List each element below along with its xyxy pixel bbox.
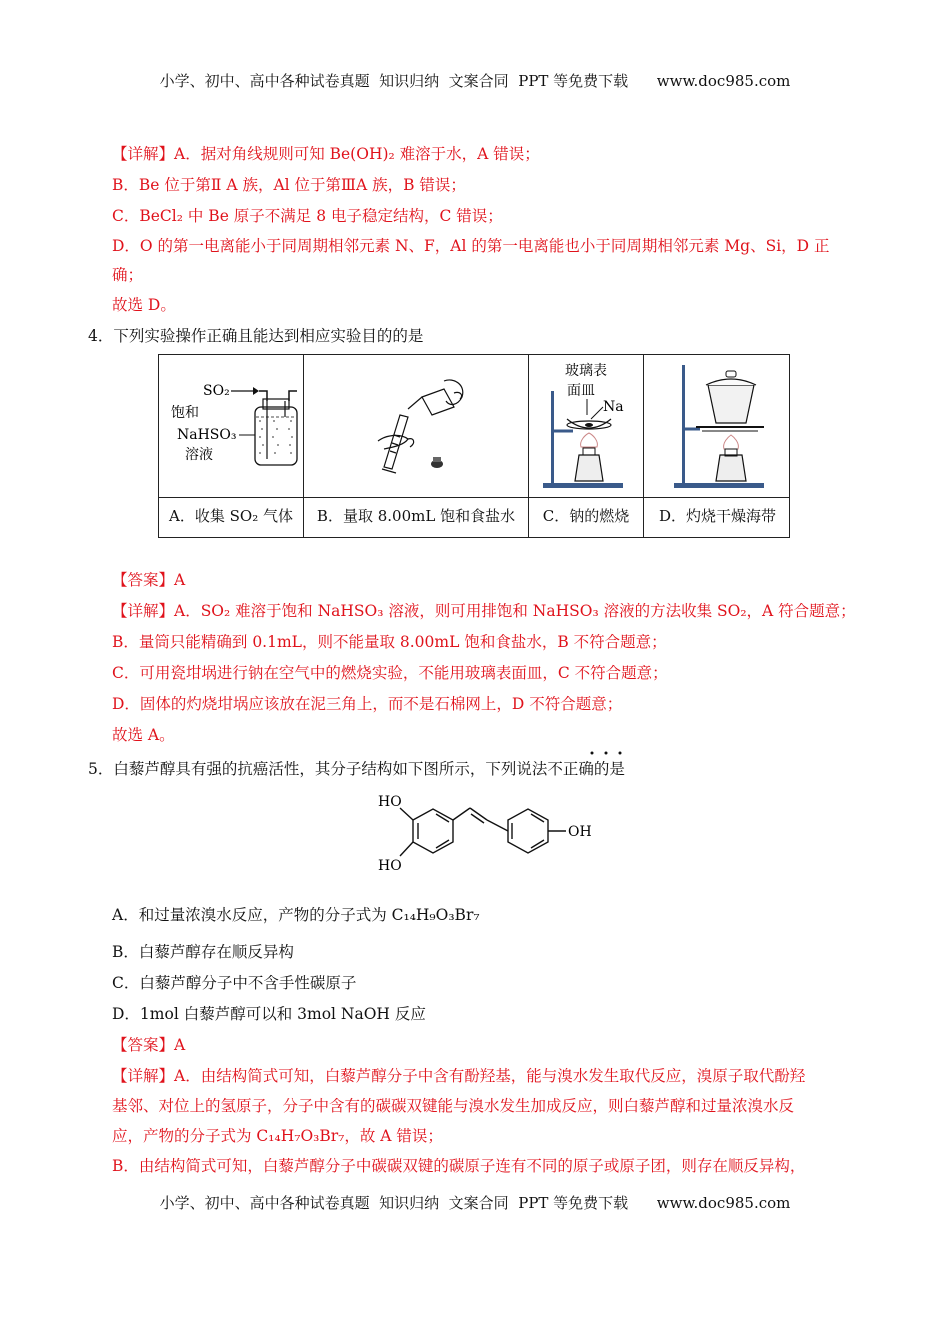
caption-d: D．灼烧干燥海带 bbox=[658, 507, 777, 525]
crucible-heating-figure bbox=[644, 355, 791, 497]
figure-cell-c bbox=[529, 355, 644, 537]
q5-stem: 5．白藜芦醇具有强的抗癌活性，其分子结构如下图所示，下列说法不正确的是 bbox=[88, 760, 625, 778]
liquid-label-3: 溶液 bbox=[185, 447, 213, 463]
q5-answer: 【答案】A bbox=[112, 1036, 186, 1054]
q4-detail-c: C．可用瓷坩埚进行钠在空气中的燃烧实验，不能用玻璃表面皿，C 不符合题意； bbox=[112, 664, 668, 682]
q4-stem: 4．下列实验操作正确且能达到相应实验目的的是 bbox=[88, 327, 424, 345]
figure-cell-b bbox=[304, 355, 529, 537]
caption-c: C．钠的燃烧 bbox=[542, 507, 630, 525]
page-footer: 小学、初中、高中各种试卷真题 知识归纳 文案合同 PPT 等免费下载 www.doc985.com bbox=[159, 1194, 791, 1212]
resveratrol-structure bbox=[368, 788, 608, 894]
liquid-label-1: 饱和 bbox=[171, 405, 199, 421]
figure-cell-d bbox=[644, 355, 791, 537]
q4-detail-a: 【详解】A．SO₂ 难溶于饱和 NaHSO₃ 溶液，则可用排饱和 NaHSO₃ 溶液的方法收集 SO₂，A 符合题意； bbox=[112, 602, 856, 620]
sodium-burning-figure bbox=[529, 355, 644, 497]
q4-answer: 【答案】A bbox=[112, 571, 186, 589]
emphasis-dots bbox=[586, 748, 626, 758]
sodium-label: Na bbox=[603, 399, 624, 415]
q5-detail-a-line1: 【详解】A．由结构简式可知，白藜芦醇分子中含有酚羟基，能与溴水发生取代反应，溴原子取代酚羟 bbox=[112, 1067, 806, 1085]
gas-collection-bottle-figure bbox=[159, 355, 304, 497]
figure-cell-a bbox=[159, 355, 304, 537]
q4-figure-table bbox=[158, 354, 790, 538]
q3-detail-d-line1: D．O 的第一电离能小于同周期相邻元素 N、F，Al 的第一电离能也小于同周期相邻元素 Mg、Si，D 正 bbox=[112, 237, 830, 255]
watch-glass-label-1: 玻璃表 bbox=[565, 363, 607, 379]
gas-label: SO₂ bbox=[203, 383, 230, 399]
q4-conclusion: 故选 A。 bbox=[112, 726, 175, 744]
q5-option-b: B．白藜芦醇存在顺反异构 bbox=[112, 943, 294, 961]
q3-detail-b: B．Be 位于第Ⅱ A 族，Al 位于第ⅢA 族，B 错误； bbox=[112, 176, 466, 194]
hydroxyl-right: OH bbox=[568, 824, 592, 840]
q5-detail-b: B．由结构简式可知，白藜芦醇分子中碳碳双键的碳原子连有不同的原子或原子团，则存在顺反异构， bbox=[112, 1157, 806, 1175]
q3-detail-c: C．BeCl₂ 中 Be 原子不满足 8 电子稳定结构，C 错误； bbox=[112, 207, 503, 225]
q5-detail-a-line2: 基邻、对位上的氢原子，分子中含有的碳碳双键能与溴水发生加成反应，则白藜芦醇和过量浓溴水反 bbox=[112, 1097, 795, 1115]
graduated-cylinder-figure bbox=[304, 355, 529, 497]
page-header: 小学、初中、高中各种试卷真题 知识归纳 文案合同 PPT 等免费下载 www.doc985.com bbox=[159, 72, 791, 90]
q5-option-c: C．白藜芦醇分子中不含手性碳原子 bbox=[112, 974, 357, 992]
hydroxyl-top: HO bbox=[378, 794, 402, 810]
liquid-label-2: NaHSO₃ bbox=[177, 427, 237, 443]
q3-detail-d-line2: 确； bbox=[112, 266, 144, 284]
q5-option-a: A．和过量浓溴水反应，产物的分子式为 C₁₄H₉O₃Br₇ bbox=[112, 906, 480, 924]
watch-glass-label-2: 面皿 bbox=[567, 383, 595, 399]
q5-detail-a-line3: 应，产物的分子式为 C₁₄H₇O₃Br₇，故 A 错误； bbox=[112, 1127, 443, 1145]
q3-detail-a: 【详解】A．据对角线规则可知 Be(OH)₂ 难溶于水，A 错误； bbox=[112, 145, 540, 163]
q3-conclusion: 故选 D。 bbox=[112, 296, 176, 314]
hydroxyl-bottom: HO bbox=[378, 858, 402, 874]
caption-a: A．收集 SO₂ 气体 bbox=[169, 507, 293, 525]
caption-b: B．量取 8.00mL 饱和食盐水 bbox=[316, 507, 516, 525]
q4-detail-b: B．量筒只能精确到 0.1mL，则不能量取 8.00mL 饱和食盐水，B 不符合题意； bbox=[112, 633, 667, 651]
q5-option-d: D．1mol 白藜芦醇可以和 3mol NaOH 反应 bbox=[112, 1005, 426, 1023]
q4-detail-d: D．固体的灼烧坩埚应该放在泥三角上，而不是石棉网上，D 不符合题意； bbox=[112, 695, 623, 713]
